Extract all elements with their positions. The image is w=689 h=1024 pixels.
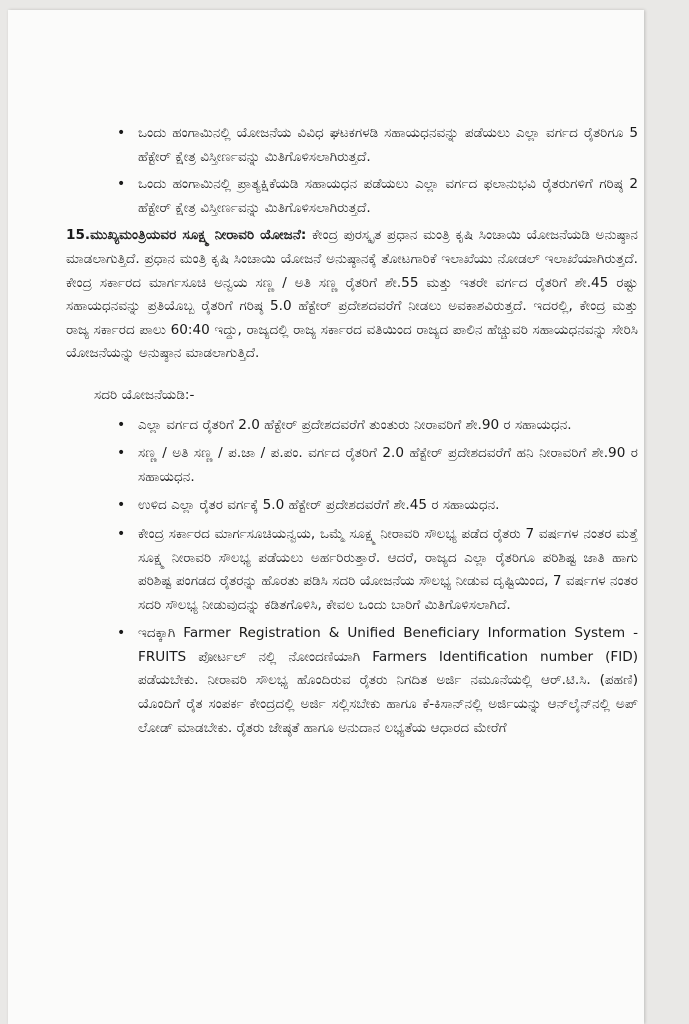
bullet-icon: • <box>117 416 126 433</box>
bullet-icon: • <box>117 176 126 193</box>
sub-heading: ಸದರಿ ಯೋಜನೆಯಡಿ:- <box>94 386 195 403</box>
document-content <box>66 122 638 745</box>
list-item <box>112 523 638 617</box>
bullet-icon: • <box>117 497 126 514</box>
bullet-text: ಇದಕ್ಕಾಗಿ Farmer Registration & Unified Beneficiary Information System - FRUITS ಪೋರ್ಟಲ್ ನಲ್ಲಿ ನೋಂದಣಿಯಾಗಿ Farmers Identification number (FID) ಪಡೆಯಬೇಕು. ನೀರಾವರಿ ಸೌಲಭ್ಯ ಹೊಂದಿರುವ ರೈತರು ನಿಗದಿತ ಅರ್ಜಿ ನಮೂನೆಯಲ್ಲಿ ಆರ್.ಟಿ.ಸಿ. (ಪಹಣಿ) ಯೊಂದಿಗೆ ರೈತ ಸಂಪರ್ಕ ಕೇಂದ್ರದಲ್ಲಿ ಅರ್ಜಿ ಸಲ್ಲಿಸಬೇಕು ಹಾಗೂ ಕೆ-ಕಿಸಾನ್‌ನಲ್ಲಿ ಅರ್ಜಿಯನ್ನು ಆನ್‌ಲೈನ್‌ನಲ್ಲಿ ಅಪ್ ಲೋಡ್ ಮಾಡಬೇಕು. ರೈತರು ಜೇಷ್ಠತೆ ಹಾಗೂ ಅನುದಾನ ಲಭ್ಯತೆಯ ಆಧಾರದ ಮೇರೆಗೆ <box>138 625 638 736</box>
bullet-text: ಉಳಿದ ಎಲ್ಲಾ ರೈತರ ವರ್ಗಕ್ಕೆ 5.0 ಹೆಕ್ಟೇರ್ ಪ್ರದೇಶದವರೆಗೆ ಶೇ.45 ರ ಸಹಾಯಧನ. <box>138 497 500 514</box>
list-item <box>112 622 638 740</box>
bullet-text: ಒಂದು ಹಂಗಾಮಿನಲ್ಲಿ ಯೋಜನೆಯ ವಿವಿಧ ಘಟಕಗಳಡಿ ಸಹಾಯಧನವನ್ನು ಪಡೆಯಲು ಎಲ್ಲಾ ವರ್ಗದ ರೈತರಿಗೂ 5 ಹೆಕ್ಟೇರ್ ಕ್ಷೇತ್ರ ವಿಸ್ತೀರ್ಣವನ್ನು ಮಿತಿಗೊಳಿಸಲಾಗಿರುತ್ತದೆ. <box>138 125 638 165</box>
list-item <box>112 122 638 169</box>
section-number: 15. <box>66 227 91 244</box>
bullet-text: ಒಂದು ಹಂಗಾಮಿನಲ್ಲಿ ಪ್ರಾತ್ಯಕ್ಷಿಕೆಯಡಿ ಸಹಾಯಧನ ಪಡೆಯಲು ಎಲ್ಲಾ ವರ್ಗದ ಫಲಾನುಭವಿ ರೈತರುಗಳಿಗೆ ಗರಿಷ್ಠ 2 ಹೆಕ್ಟೇರ್ ಕ್ಷೇತ್ರ ವಿಸ್ತೀರ್ಣವನ್ನು ಮಿತಿಗೊಳಿಸಲಾಗಿರುತ್ತದೆ. <box>138 176 638 216</box>
top-bullet-list <box>112 122 638 220</box>
section-paragraph <box>66 224 638 366</box>
bullet-icon: • <box>117 125 126 141</box>
list-item <box>112 442 638 489</box>
document-page <box>8 10 644 1024</box>
sub-bullet-list <box>112 414 638 741</box>
bullet-icon: • <box>117 625 126 642</box>
list-item <box>112 494 638 518</box>
list-item <box>112 173 638 220</box>
bullet-text: ಎಲ್ಲಾ ವರ್ಗದ ರೈತರಿಗೆ 2.0 ಹೆಕ್ಟೇರ್ ಪ್ರದೇಶದವರೆಗೆ ತುಂತುರು ನೀರಾವರಿಗೆ ಶೇ.90 ರ ಸಹಾಯಧನ. <box>138 416 572 433</box>
list-item <box>112 414 638 438</box>
section-title: ಮುಖ್ಯಮಂತ್ರಿಯವರ ಸೂಕ್ಷ್ಮ ನೀರಾವರಿ ಯೋಜನೆ: <box>90 227 307 244</box>
bullet-text: ಕೇಂದ್ರ ಸರ್ಕಾರದ ಮಾರ್ಗಸೂಚಿಯನ್ವಯ, ಒಮ್ಮೆ ಸೂಕ್ಷ್ಮ ನೀರಾವರಿ ಸೌಲಭ್ಯ ಪಡೆದ ರೈತರು 7 ವರ್ಷಗಳ ನಂತರ ಮತ್ತೆ ಸೂಕ್ಷ್ಮ ನೀರಾವರಿ ಸೌಲಭ್ಯ ಪಡೆಯಲು ಅರ್ಹರಿರುತ್ತಾರೆ. ಆದರೆ, ರಾಜ್ಯದ ಎಲ್ಲಾ ರೈತರಿಗೂ ಪರಿಶಿಷ್ಟ ಜಾತಿ ಹಾಗು ಪರಿಶಿಷ್ಟ ಪಂಗಡದ ರೈತರನ್ನು ಹೊರತು ಪಡಿಸಿ ಸದರಿ ಯೋಜನೆಯ ಸೌಲಭ್ಯ ನೀಡುವ ದೃಷ್ಟಿಯಿಂದ, 7 ವರ್ಷಗಳ ನಂತರ ಸದರಿ ಸೌಲಭ್ಯ ನೀಡುವುದನ್ನು ಕಡಿತಗೊಳಿಸಿ, ಕೇವಲ ಒಂದು ಬಾರಿಗೆ ಮಿತಿಗೊಳಿಸಲಾಗಿದೆ. <box>138 525 638 613</box>
bullet-text: ಸಣ್ಣ / ಅತಿ ಸಣ್ಣ / ಪ.ಜಾ / ಪ.ಪಂ. ವರ್ಗದ ರೈತರಿಗೆ 2.0 ಹೆಕ್ಟೇರ್ ಪ್ರದೇಶದವರೆಗೆ ಹನಿ ನೀರಾವರಿಗೆ ಶೇ.90 ರ ಸಹಾಯಧನ. <box>138 445 638 485</box>
section-text: ಕೇಂದ್ರ ಪುರಸ್ಕೃತ ಪ್ರಧಾನ ಮಂತ್ರಿ ಕೃಷಿ ಸಿಂಚಾಯಿ ಯೋಜನೆಯಡಿ ಅನುಷ್ಠಾನ ಮಾಡಲಾಗುತ್ತಿದೆ. ಪ್ರಧಾನ ಮಂತ್ರಿ ಕೃಷಿ ಸಿಂಚಾಯಿ ಯೋಜನೆ ಅನುಷ್ಠಾನಕ್ಕೆ ತೋಟಗಾರಿಕೆ ಇಲಾಖೆಯು ನೋಡಲ್ ಇಲಾಖೆಯಾಗಿರುತ್ತದೆ. ಕೇಂದ್ರ ಸರ್ಕಾರದ ಮಾರ್ಗಸೂಚಿ ಅನ್ವಯ ಸಣ್ಣ / ಅತಿ ಸಣ್ಣ ರೈತರಿಗೆ ಶೇ.55 ಮತ್ತು ಇತರೇ ವರ್ಗದ ರೈತರಿಗೆ ಶೇ.45 ರಷ್ಟು ಸಹಾಯಧನವನ್ನು ಪ್ರತಿಯೊಬ್ಬ ರೈತರಿಗೆ ಗರಿಷ್ಠ 5.0 ಹೆಕ್ಟೇರ್ ಪ್ರದೇಶದವರೆಗೆ ನೀಡಲು ಅವಕಾಶವಿರುತ್ತದೆ. ಇದರಲ್ಲಿ, ಕೇಂದ್ರ ಮತ್ತು ರಾಜ್ಯ ಸರ್ಕಾರದ ಪಾಲು 60:40 ಇದ್ದು, ರಾಜ್ಯದಲ್ಲಿ ರಾಜ್ಯ ಸರ್ಕಾರದ ವತಿಯಿಂದ ರಾಜ್ಯದ ಪಾಲಿನ ಹೆಚ್ಚುವರಿ ಸಹಾಯಧನವನ್ನು ಸೇರಿಸಿ ಯೋಜನೆಯನ್ನು ಅನುಷ್ಠಾನ ಮಾಡಲಾಗುತ್ತಿದೆ. <box>66 227 638 362</box>
bullet-icon: • <box>117 445 126 462</box>
bullet-icon: • <box>117 525 126 542</box>
